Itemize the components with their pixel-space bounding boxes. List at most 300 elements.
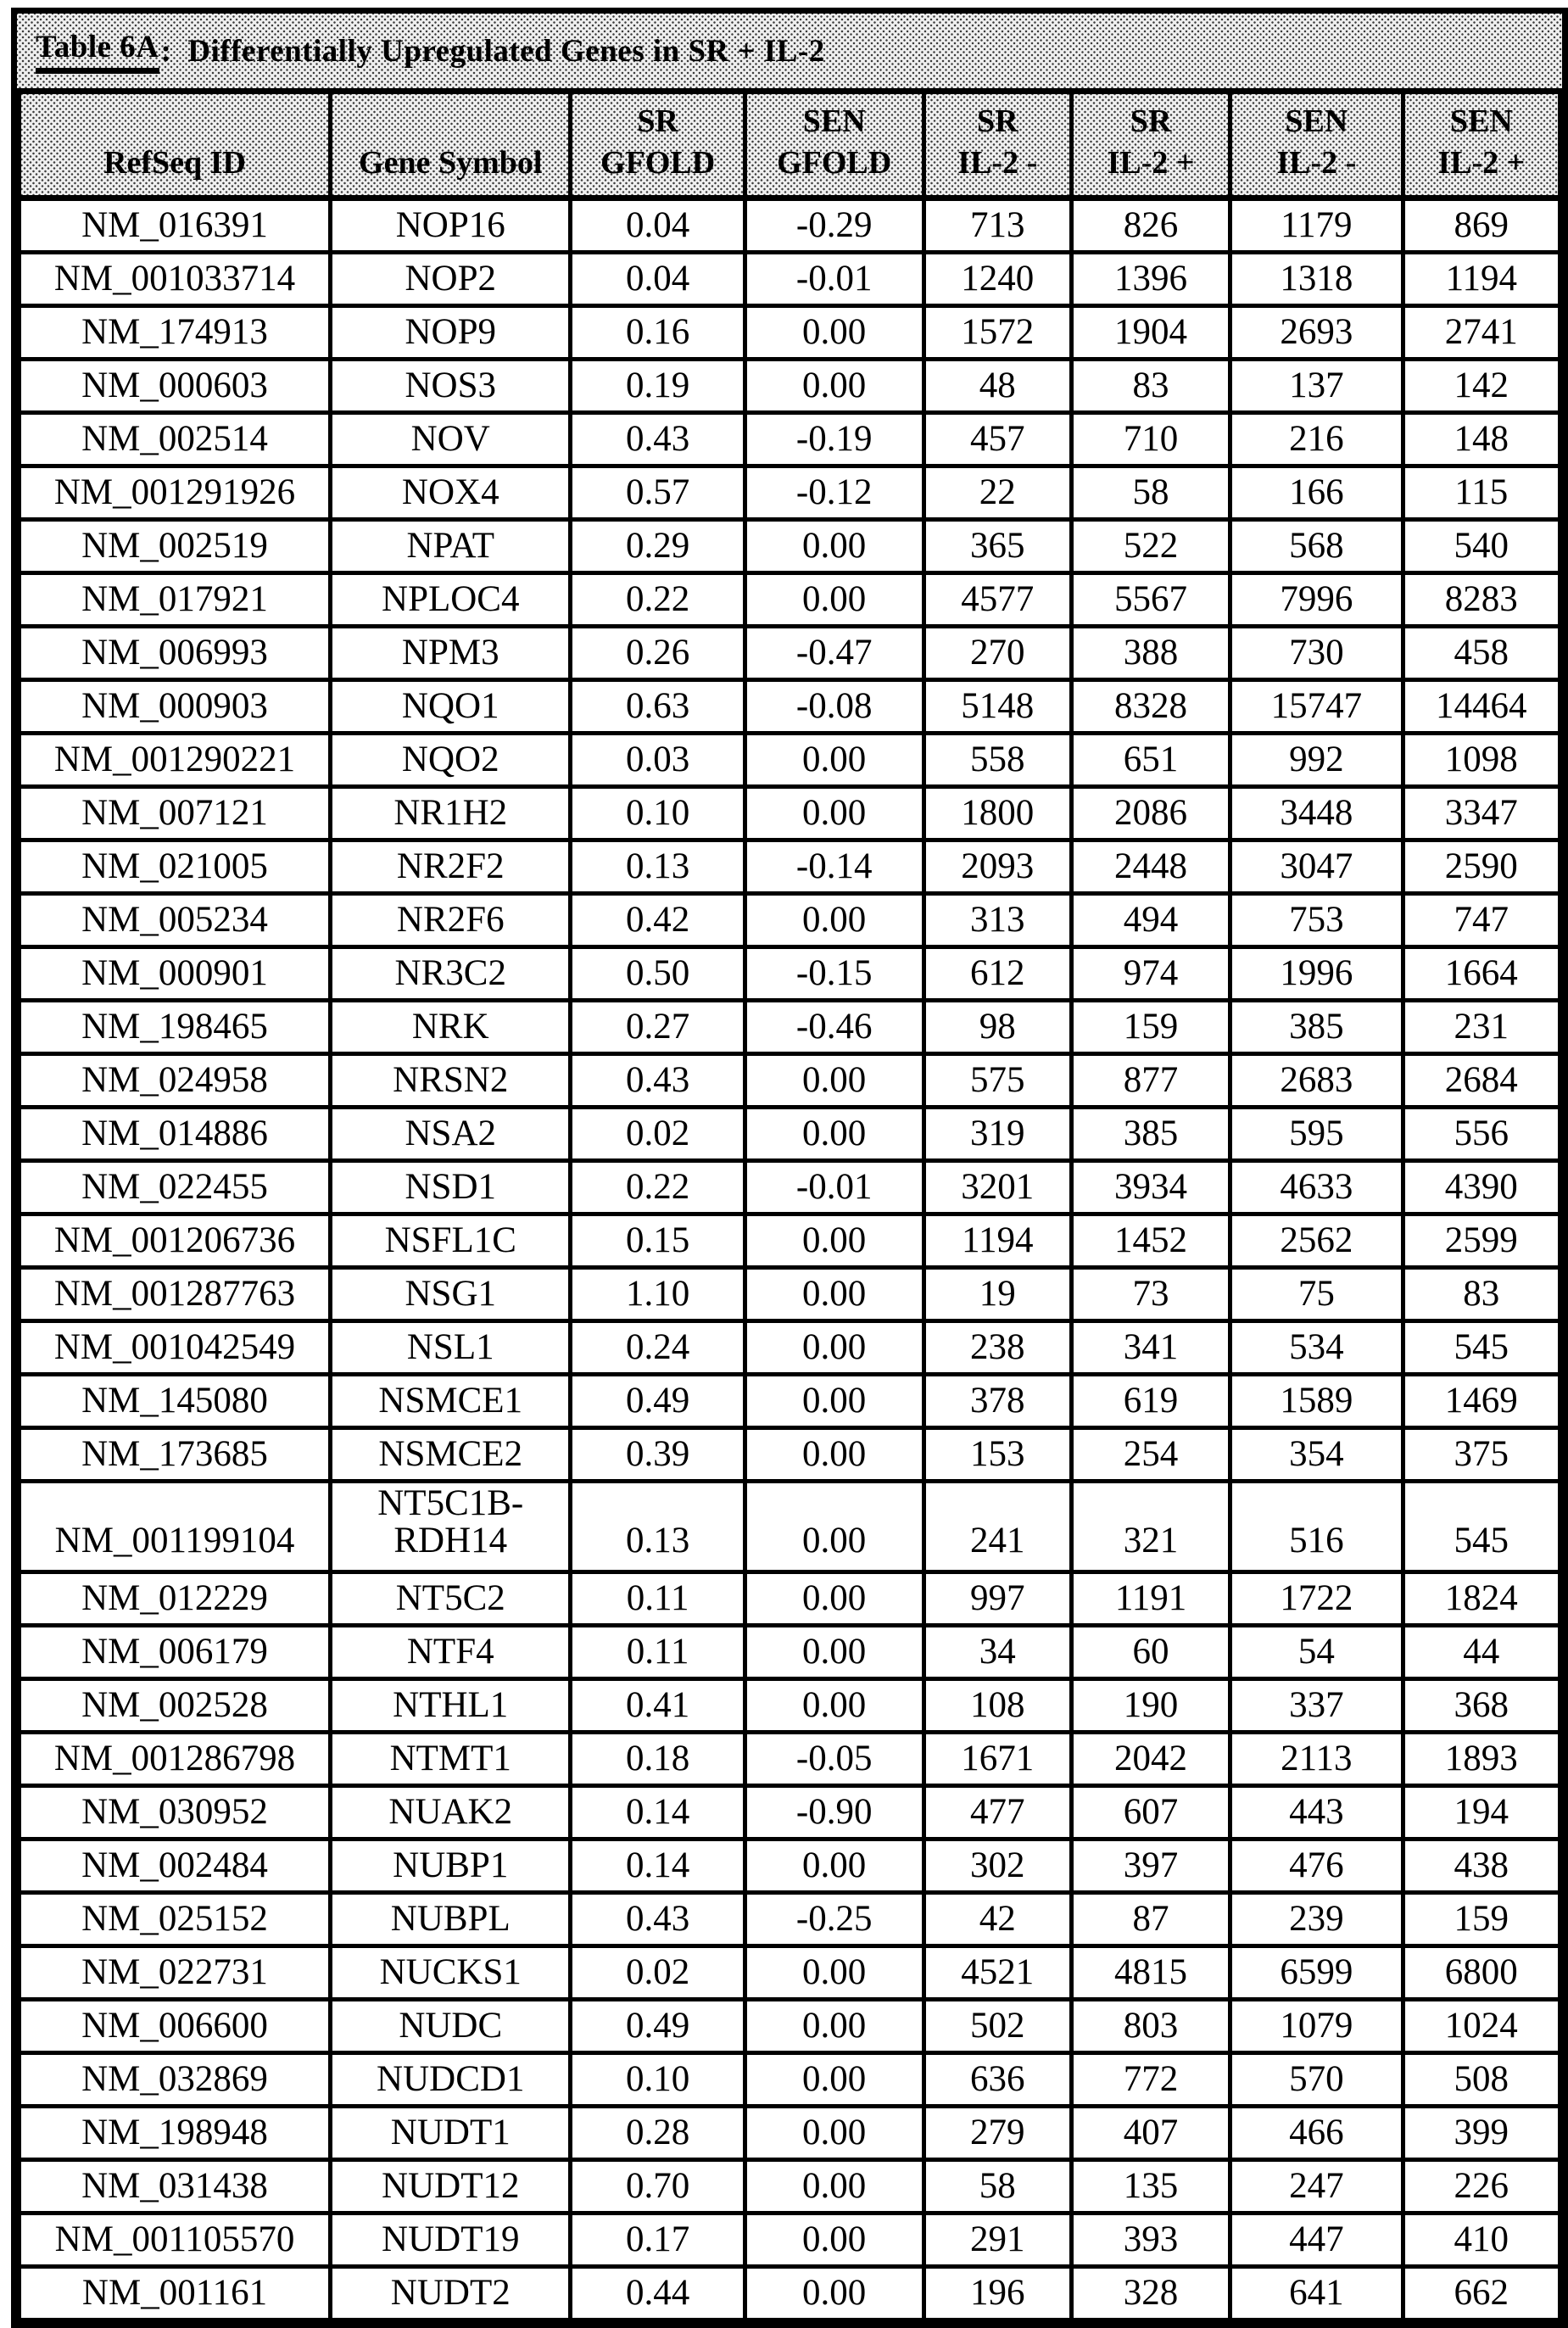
cell-refseq-id: NM_017921 [20,572,331,626]
cell-sr-il2-minus: 2093 [924,840,1071,893]
cell-sen-il2-plus: 1024 [1403,1999,1560,2052]
table-row [20,1160,1560,1214]
cell-sr-il2-plus: 190 [1071,1678,1230,1732]
cell-refseq-id: NM_030952 [20,1785,331,1839]
table-row [20,412,1560,466]
cell-sr-gfold: 0.04 [571,252,745,305]
cell-sr-il2-minus: 558 [924,733,1071,786]
cell-sen-il2-plus: 8283 [1403,572,1560,626]
column-header-line: SR [976,103,1018,139]
cell-sr-gfold: 0.26 [571,626,745,679]
cell-sr-il2-plus: 397 [1071,1839,1230,1892]
cell-sr-gfold: 0.22 [571,572,745,626]
cell-sr-il2-plus: 803 [1071,1999,1230,2052]
cell-gene-symbol: NSMCE1 [331,1374,571,1427]
cell-sr-il2-plus: 1191 [1071,1572,1230,1625]
cell-sen-gfold: -0.01 [745,252,924,305]
cell-sr-il2-plus: 607 [1071,1785,1230,1839]
cell-sr-il2-plus: 321 [1071,1481,1230,1572]
cell-sr-gfold: 0.27 [571,1000,745,1053]
cell-sen-il2-minus: 443 [1230,1785,1403,1839]
cell-sr-gfold: 0.42 [571,893,745,946]
cell-refseq-id: NM_014886 [20,1107,331,1160]
cell-sen-il2-plus: 747 [1403,893,1560,946]
cell-gene-symbol: NUDT19 [331,2213,571,2266]
cell-sen-il2-minus: 15747 [1230,679,1403,733]
cell-sr-gfold: 0.43 [571,1053,745,1107]
cell-sr-il2-plus: 407 [1071,2106,1230,2159]
table-row [20,2106,1560,2159]
cell-sr-il2-minus: 108 [924,1678,1071,1732]
cell-sen-il2-plus: 159 [1403,1892,1560,1946]
cell-sen-gfold: 0.00 [745,2266,924,2320]
cell-gene-symbol: NTF4 [331,1625,571,1678]
cell-sr-il2-plus: 651 [1071,733,1230,786]
cell-sr-gfold: 0.16 [571,305,745,359]
cell-sen-il2-minus: 476 [1230,1839,1403,1892]
cell-sen-gfold: -0.14 [745,840,924,893]
cell-sen-gfold: 0.00 [745,1572,924,1625]
cell-refseq-id: NM_021005 [20,840,331,893]
table-row [20,1481,1560,1572]
cell-sen-il2-minus: 385 [1230,1000,1403,1053]
cell-sen-gfold: 0.00 [745,1678,924,1732]
cell-sr-il2-plus: 87 [1071,1892,1230,1946]
cell-sr-gfold: 0.28 [571,2106,745,2159]
cell-sr-gfold: 0.49 [571,1999,745,2052]
cell-sr-il2-plus: 341 [1071,1320,1230,1374]
cell-sen-il2-plus: 545 [1403,1320,1560,1374]
cell-sr-gfold: 0.70 [571,2159,745,2213]
cell-gene-symbol: NUDT2 [331,2266,571,2320]
cell-refseq-id: NM_001199104 [20,1481,331,1572]
cell-sr-il2-plus: 2086 [1071,786,1230,840]
cell-sen-il2-minus: 75 [1230,1267,1403,1320]
cell-sen-gfold: -0.46 [745,1000,924,1053]
cell-refseq-id: NM_022455 [20,1160,331,1214]
table-row [20,1427,1560,1481]
column-header-sen-il2-plus [1403,94,1560,198]
cell-gene-symbol: NOP9 [331,305,571,359]
cell-sen-il2-minus: 1996 [1230,946,1403,1000]
cell-sen-il2-plus: 1824 [1403,1572,1560,1625]
column-header-sen-gfold [745,94,924,198]
cell-sr-gfold: 0.11 [571,1572,745,1625]
cell-refseq-id: NM_000603 [20,359,331,412]
cell-sen-il2-plus: 44 [1403,1625,1560,1678]
cell-sr-il2-minus: 502 [924,1999,1071,2052]
cell-refseq-id: NM_000901 [20,946,331,1000]
cell-refseq-id: NM_006179 [20,1625,331,1678]
cell-refseq-id: NM_001206736 [20,1214,331,1267]
cell-sr-gfold: 0.17 [571,2213,745,2266]
cell-sen-il2-plus: 410 [1403,2213,1560,2266]
cell-refseq-id: NM_006993 [20,626,331,679]
cell-sr-gfold: 0.24 [571,1320,745,1374]
cell-sen-il2-plus: 1893 [1403,1732,1560,1785]
cell-gene-symbol: NQO1 [331,679,571,733]
cell-sen-il2-minus: 447 [1230,2213,1403,2266]
cell-sr-il2-minus: 313 [924,893,1071,946]
table-row [20,1999,1560,2052]
cell-sen-gfold: 0.00 [745,786,924,840]
cell-sen-il2-minus: 354 [1230,1427,1403,1481]
cell-gene-symbol: NOV [331,412,571,466]
cell-sr-gfold: 0.19 [571,359,745,412]
cell-sen-gfold: -0.90 [745,1785,924,1839]
cell-sr-gfold: 0.02 [571,1946,745,1999]
cell-sr-il2-plus: 1452 [1071,1214,1230,1267]
cell-sen-gfold: -0.01 [745,1160,924,1214]
column-header-line: IL-2 + [1107,145,1195,181]
cell-refseq-id: NM_001033714 [20,252,331,305]
cell-sr-il2-minus: 1671 [924,1732,1071,1785]
table-title-colon: : [160,33,172,69]
cell-sr-il2-plus: 1396 [1071,252,1230,305]
cell-sr-gfold: 0.43 [571,412,745,466]
cell-gene-symbol: NT5C1B-RDH14 [331,1481,571,1572]
cell-sr-il2-plus: 254 [1071,1427,1230,1481]
cell-gene-symbol: NOP16 [331,198,571,252]
cell-sen-il2-plus: 194 [1403,1785,1560,1839]
cell-sr-il2-plus: 60 [1071,1625,1230,1678]
cell-sen-il2-minus: 166 [1230,466,1403,519]
cell-gene-symbol: NUBP1 [331,1839,571,1892]
cell-gene-symbol: NOS3 [331,359,571,412]
gene-table [17,94,1562,2322]
cell-sen-il2-minus: 595 [1230,1107,1403,1160]
cell-sen-gfold: 0.00 [745,1625,924,1678]
cell-refseq-id: NM_031438 [20,2159,331,2213]
cell-sen-il2-minus: 1589 [1230,1374,1403,1427]
cell-sen-gfold: 0.00 [745,305,924,359]
cell-sr-il2-plus: 135 [1071,2159,1230,2213]
gene-table-body [20,198,1560,2320]
cell-sr-il2-plus: 974 [1071,946,1230,1000]
cell-sr-il2-minus: 291 [924,2213,1071,2266]
cell-refseq-id: NM_012229 [20,1572,331,1625]
table-row [20,519,1560,572]
cell-sen-il2-plus: 1194 [1403,252,1560,305]
cell-sr-gfold: 0.43 [571,1892,745,1946]
cell-refseq-id: NM_173685 [20,1427,331,1481]
cell-sen-gfold: 0.00 [745,1946,924,1999]
cell-sr-il2-minus: 98 [924,1000,1071,1053]
cell-sen-il2-plus: 2741 [1403,305,1560,359]
cell-sen-il2-plus: 6800 [1403,1946,1560,1999]
cell-sen-il2-minus: 1079 [1230,1999,1403,2052]
cell-sen-il2-minus: 4633 [1230,1160,1403,1214]
cell-sr-gfold: 1.10 [571,1267,745,1320]
cell-sr-il2-minus: 575 [924,1053,1071,1107]
cell-sen-il2-minus: 1318 [1230,252,1403,305]
cell-sen-il2-plus: 375 [1403,1427,1560,1481]
cell-sen-gfold: 0.00 [745,1267,924,1320]
table-row [20,1107,1560,1160]
cell-sr-il2-plus: 385 [1071,1107,1230,1160]
cell-refseq-id: NM_001287763 [20,1267,331,1320]
cell-sen-il2-minus: 239 [1230,1892,1403,1946]
table-row [20,1732,1560,1785]
cell-sr-il2-plus: 4815 [1071,1946,1230,1999]
cell-refseq-id: NM_022731 [20,1946,331,1999]
cell-sr-il2-plus: 826 [1071,198,1230,252]
cell-sr-il2-plus: 522 [1071,519,1230,572]
cell-sen-il2-minus: 7996 [1230,572,1403,626]
cell-sr-il2-plus: 393 [1071,2213,1230,2266]
table-row [20,1320,1560,1374]
cell-sr-il2-plus: 328 [1071,2266,1230,2320]
table-row [20,1785,1560,1839]
cell-sen-il2-minus: 2113 [1230,1732,1403,1785]
table-row [20,2213,1560,2266]
cell-gene-symbol: NUBPL [331,1892,571,1946]
table-row [20,1374,1560,1427]
cell-sen-il2-plus: 368 [1403,1678,1560,1732]
table-row [20,1267,1560,1320]
column-header-sen-il2-minus [1230,94,1403,198]
cell-sr-gfold: 0.41 [571,1678,745,1732]
cell-sr-il2-minus: 319 [924,1107,1071,1160]
cell-sen-il2-minus: 337 [1230,1678,1403,1732]
cell-sen-gfold: 0.00 [745,1839,924,1892]
cell-sen-gfold: -0.12 [745,466,924,519]
cell-gene-symbol: NSA2 [331,1107,571,1160]
cell-gene-symbol: NSG1 [331,1267,571,1320]
cell-sr-gfold: 0.10 [571,2052,745,2106]
cell-sen-gfold: 0.00 [745,519,924,572]
cell-sen-gfold: -0.19 [745,412,924,466]
cell-gene-symbol: NPAT [331,519,571,572]
table-row [20,733,1560,786]
cell-gene-symbol: NTHL1 [331,1678,571,1732]
cell-sen-il2-minus: 516 [1230,1481,1403,1572]
column-header-line: IL-2 + [1437,145,1526,181]
table-row [20,1214,1560,1267]
cell-sr-gfold: 0.39 [571,1427,745,1481]
cell-refseq-id: NM_001105570 [20,2213,331,2266]
cell-refseq-id: NM_002514 [20,412,331,466]
cell-refseq-id: NM_000903 [20,679,331,733]
cell-sr-il2-minus: 997 [924,1572,1071,1625]
cell-sen-il2-plus: 662 [1403,2266,1560,2320]
cell-sen-il2-plus: 2599 [1403,1214,1560,1267]
column-header-line: SR [1130,103,1172,139]
table-6a [11,8,1568,2328]
cell-refseq-id: NM_005234 [20,893,331,946]
cell-sen-il2-plus: 142 [1403,359,1560,412]
cell-sr-gfold: 0.44 [571,2266,745,2320]
cell-sr-il2-minus: 270 [924,626,1071,679]
cell-sen-il2-minus: 534 [1230,1320,1403,1374]
cell-sen-gfold: -0.08 [745,679,924,733]
cell-refseq-id: NM_001161 [20,2266,331,2320]
cell-sen-il2-plus: 83 [1403,1267,1560,1320]
column-header-line: IL-2 - [1276,145,1357,181]
table-row [20,359,1560,412]
cell-gene-symbol: NOP2 [331,252,571,305]
cell-sr-gfold: 0.03 [571,733,745,786]
cell-sen-il2-plus: 2684 [1403,1053,1560,1107]
column-header-refseq-id [20,94,331,198]
table-title-label: Table 6A [36,29,159,74]
cell-sen-gfold: 0.00 [745,2159,924,2213]
cell-sen-il2-minus: 753 [1230,893,1403,946]
cell-sen-gfold: -0.47 [745,626,924,679]
cell-sr-il2-plus: 877 [1071,1053,1230,1107]
cell-sen-il2-plus: 1664 [1403,946,1560,1000]
cell-sr-il2-minus: 22 [924,466,1071,519]
table-row [20,1946,1560,1999]
cell-sen-il2-plus: 545 [1403,1481,1560,1572]
cell-sen-gfold: 0.00 [745,1481,924,1572]
cell-sr-gfold: 0.13 [571,840,745,893]
cell-sen-il2-minus: 2562 [1230,1214,1403,1267]
cell-sen-il2-plus: 556 [1403,1107,1560,1160]
cell-sr-il2-minus: 279 [924,2106,1071,2159]
cell-sen-gfold: 0.00 [745,1053,924,1107]
column-header-line: Gene Symbol [359,145,543,181]
cell-sr-il2-plus: 772 [1071,2052,1230,2106]
cell-sr-il2-plus: 73 [1071,1267,1230,1320]
cell-sr-gfold: 0.15 [571,1214,745,1267]
cell-sr-il2-plus: 5567 [1071,572,1230,626]
cell-sen-il2-plus: 231 [1403,1000,1560,1053]
cell-sen-il2-minus: 568 [1230,519,1403,572]
column-header-line: SEN [1449,103,1513,139]
cell-sr-il2-minus: 4521 [924,1946,1071,1999]
gene-table-header [20,94,1560,198]
cell-sr-il2-minus: 365 [924,519,1071,572]
column-header-line: GFOLD [777,145,892,181]
cell-sen-il2-minus: 137 [1230,359,1403,412]
cell-gene-symbol: NQO2 [331,733,571,786]
table-row [20,840,1560,893]
cell-sen-il2-minus: 466 [1230,2106,1403,2159]
cell-sr-il2-minus: 1194 [924,1214,1071,1267]
cell-sr-gfold: 0.11 [571,1625,745,1678]
cell-sr-il2-minus: 4577 [924,572,1071,626]
cell-sen-gfold: 0.00 [745,2213,924,2266]
cell-sr-il2-plus: 619 [1071,1374,1230,1427]
column-header-line: IL-2 - [957,145,1038,181]
cell-sen-gfold: 0.00 [745,1320,924,1374]
table-row [20,1892,1560,1946]
column-header-line: SEN [1285,103,1348,139]
cell-sen-il2-plus: 869 [1403,198,1560,252]
cell-sen-gfold: 0.00 [745,1374,924,1427]
cell-sen-il2-plus: 14464 [1403,679,1560,733]
cell-sen-il2-plus: 438 [1403,1839,1560,1892]
cell-gene-symbol: NSL1 [331,1320,571,1374]
table-row [20,466,1560,519]
column-header-line: RefSeq ID [103,145,246,181]
table-row [20,2159,1560,2213]
cell-sr-il2-minus: 636 [924,2052,1071,2106]
cell-sen-il2-plus: 399 [1403,2106,1560,2159]
cell-sen-il2-minus: 216 [1230,412,1403,466]
cell-sr-il2-plus: 2448 [1071,840,1230,893]
cell-sr-il2-minus: 48 [924,359,1071,412]
cell-sr-il2-minus: 1800 [924,786,1071,840]
cell-sen-gfold: 0.00 [745,1427,924,1481]
table-row [20,786,1560,840]
cell-sen-gfold: -0.05 [745,1732,924,1785]
cell-sr-il2-minus: 302 [924,1839,1071,1892]
cell-refseq-id: NM_198465 [20,1000,331,1053]
cell-sen-gfold: 0.00 [745,359,924,412]
table-title-text: Differentially Upregulated Genes in SR + IL-2 [187,33,825,69]
cell-sr-il2-minus: 5148 [924,679,1071,733]
cell-gene-symbol: NR2F2 [331,840,571,893]
cell-gene-symbol: NSFL1C [331,1214,571,1267]
cell-sr-gfold: 0.50 [571,946,745,1000]
cell-sen-il2-minus: 3448 [1230,786,1403,840]
cell-gene-symbol: NPLOC4 [331,572,571,626]
cell-sr-il2-plus: 494 [1071,893,1230,946]
cell-sr-il2-minus: 612 [924,946,1071,1000]
cell-sr-il2-minus: 238 [924,1320,1071,1374]
table-row [20,2052,1560,2106]
cell-sr-gfold: 0.22 [571,1160,745,1214]
cell-gene-symbol: NUCKS1 [331,1946,571,1999]
cell-gene-symbol: NSD1 [331,1160,571,1214]
column-header-line: SR [637,103,678,139]
table-row [20,626,1560,679]
column-header-line: GFOLD [600,145,716,181]
cell-sr-gfold: 0.04 [571,198,745,252]
cell-sr-il2-plus: 8328 [1071,679,1230,733]
cell-sr-il2-minus: 19 [924,1267,1071,1320]
cell-sen-il2-plus: 3347 [1403,786,1560,840]
cell-sen-il2-minus: 1722 [1230,1572,1403,1625]
cell-sr-il2-plus: 58 [1071,466,1230,519]
cell-sen-il2-plus: 1469 [1403,1374,1560,1427]
table-row [20,2266,1560,2320]
cell-refseq-id: NM_025152 [20,1892,331,1946]
cell-refseq-id: NM_007121 [20,786,331,840]
cell-sr-il2-minus: 42 [924,1892,1071,1946]
cell-sen-il2-plus: 115 [1403,466,1560,519]
cell-sen-il2-minus: 54 [1230,1625,1403,1678]
cell-sen-il2-minus: 2683 [1230,1053,1403,1107]
cell-sr-gfold: 0.14 [571,1785,745,1839]
cell-sen-il2-plus: 2590 [1403,840,1560,893]
cell-gene-symbol: NR1H2 [331,786,571,840]
cell-refseq-id: NM_145080 [20,1374,331,1427]
table-row [20,946,1560,1000]
cell-refseq-id: NM_198948 [20,2106,331,2159]
cell-sen-il2-minus: 247 [1230,2159,1403,2213]
cell-sr-il2-plus: 83 [1071,359,1230,412]
cell-gene-symbol: NRK [331,1000,571,1053]
table-row [20,1839,1560,1892]
cell-sr-il2-plus: 1904 [1071,305,1230,359]
cell-sr-il2-plus: 388 [1071,626,1230,679]
cell-sr-gfold: 0.02 [571,1107,745,1160]
cell-gene-symbol: NUDC [331,1999,571,2052]
cell-refseq-id: NM_032869 [20,2052,331,2106]
cell-sr-il2-minus: 477 [924,1785,1071,1839]
cell-refseq-id: NM_016391 [20,198,331,252]
table-row [20,679,1560,733]
cell-sr-il2-plus: 2042 [1071,1732,1230,1785]
table-row [20,252,1560,305]
cell-sen-il2-minus: 570 [1230,2052,1403,2106]
cell-sr-il2-minus: 457 [924,412,1071,466]
cell-sr-il2-plus: 710 [1071,412,1230,466]
cell-sr-il2-minus: 34 [924,1625,1071,1678]
